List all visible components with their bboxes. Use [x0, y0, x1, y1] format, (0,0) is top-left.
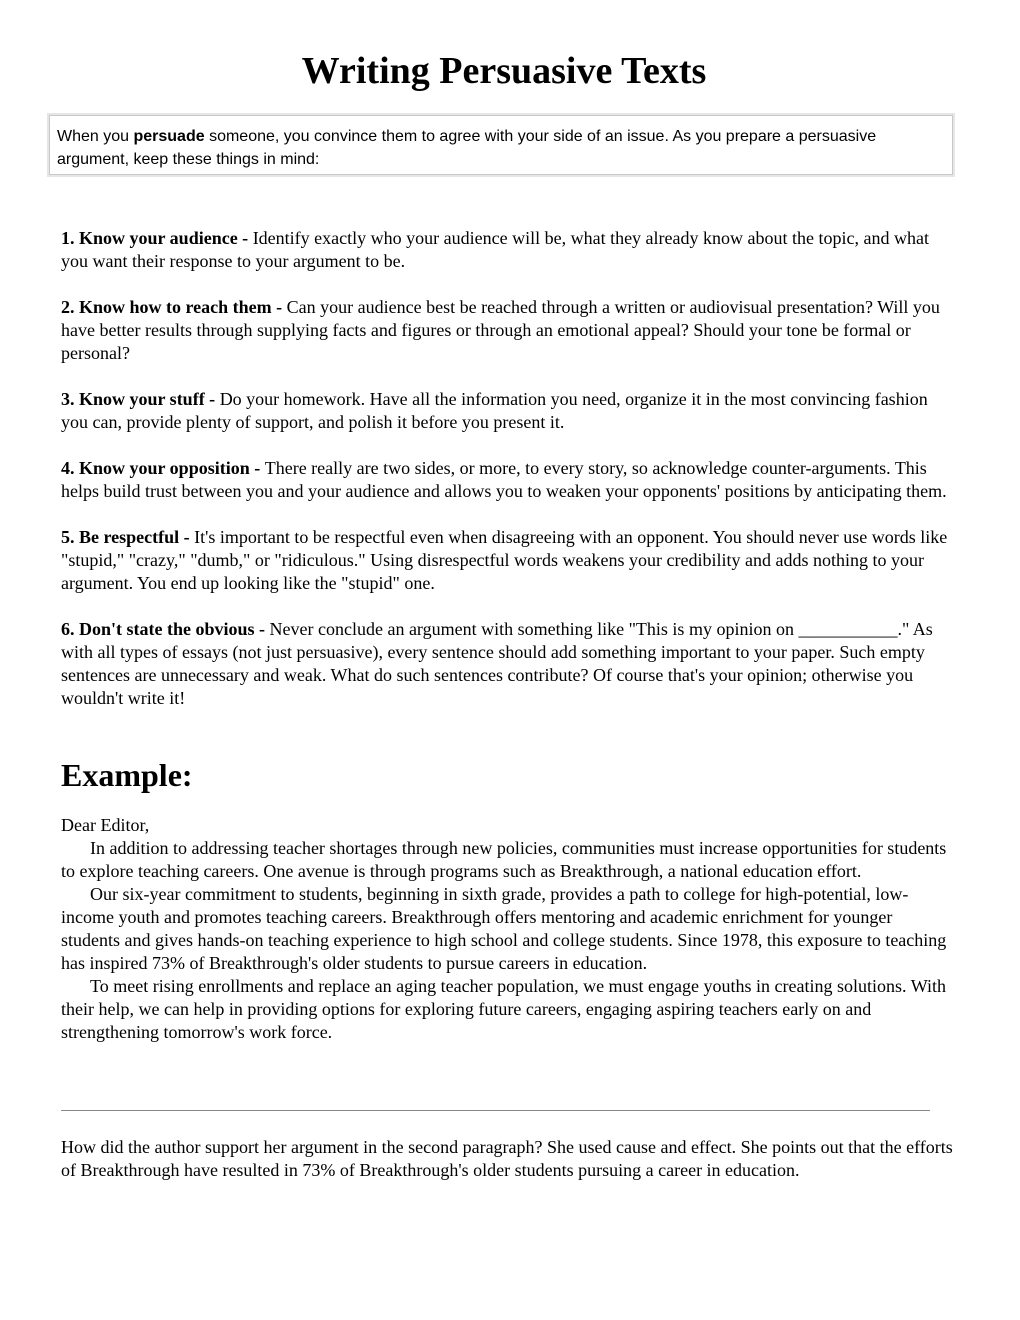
tip-item: [61, 296, 954, 365]
tip-heading: 1. Know your audience -: [61, 228, 253, 248]
tip-text: Identify exactly who your audience will be, what they already know about the topic, and what you want their response to your argument to be.: [61, 228, 929, 271]
tip-heading: 4. Know your opposition -: [61, 458, 265, 478]
tip-text: Never conclude an argument with something like "This is my opinion on ___________." As with all types of essays (not just persuasive), every sentence should add something important to your paper. Such empty sentences are unnecessary and weak. What do such sentences contribute? Of course that's your opinion; otherwise you wouldn't write it!: [61, 619, 933, 708]
analysis-answer: How did the author support her argument in the second paragraph? She used cause and effect. She points out that the efforts of Breakthrough have resulted in 73% of Breakthrough's older students pursuing a career in education.: [61, 1137, 953, 1180]
tip-heading: 3. Know your stuff -: [61, 389, 220, 409]
letter-paragraph: Our six-year commitment to students, beginning in sixth grade, provides a path to college for high-potential, low-income youth and promotes teaching careers. Breakthrough offers mentoring and academic enrichment for younger students and gives hands-on teaching experience to high school and college students. Since 1978, this exposure to teaching has inspired 73% of Breakthrough's older students to pursue careers in education.: [61, 884, 947, 973]
tip-text: Do your homework. Have all the information you need, organize it in the most convincing fashion you can, provide plenty of support, and polish it before you present it.: [61, 389, 928, 432]
example-letter: [61, 814, 954, 1044]
tip-item: [61, 618, 954, 710]
tip-heading: 2. Know how to reach them -: [61, 297, 287, 317]
tip-text: Can your audience best be reached through a written or audiovisual presentation? Will you have better results through supplying facts and figures or through an emotional appeal? Should your tone be formal or personal?: [61, 297, 940, 363]
letter-salutation: Dear Editor,: [61, 815, 150, 835]
letter-paragraph: To meet rising enrollments and replace an aging teacher population, we must engage youths in creating solutions. With their help, we can help in providing options for exploring future careers, engaging aspiring teachers early on and strengthening tomorrow's work force.: [61, 976, 946, 1042]
tip-text: There really are two sides, or more, to every story, so acknowledge counter-arguments. This helps build trust between you and your audience and allows you to weaken your opponents' positions by anticipating them.: [61, 458, 947, 501]
intro-before: When you: [57, 128, 134, 145]
page-title: Writing Persuasive Texts: [301, 50, 707, 92]
horizontal-divider: [61, 1110, 930, 1111]
tip-item: [61, 526, 954, 595]
tip-text: It's important to be respectful even when disagreeing with an opponent. You should never use words like "stupid," "crazy," "dumb," or "ridiculous." Using disrespectful words weakens your credibility and adds nothing to your argument. You end up looking like the "stupid" one.: [61, 527, 948, 593]
tip-heading: 5. Be respectful -: [61, 527, 195, 547]
intro-box: [49, 115, 953, 175]
letter-paragraph: In addition to addressing teacher shortages through new policies, communities must increase opportunities for students to explore teaching careers. One avenue is through programs such as Breakthrough, a national education effort.: [61, 838, 947, 881]
tips-list: [61, 227, 954, 733]
intro-text: [57, 125, 937, 171]
tip-item: [61, 388, 954, 434]
intro-keyword: persuade: [133, 128, 205, 145]
example-heading: Example:: [61, 757, 193, 793]
tip-item: [61, 457, 954, 503]
tip-item: [61, 227, 954, 273]
intro-after: someone, you convince them to agree with your side of an issue. As you prepare a persuasive argument, keep these things in mind:: [57, 128, 877, 168]
tip-heading: 6. Don't state the obvious -: [61, 619, 270, 639]
